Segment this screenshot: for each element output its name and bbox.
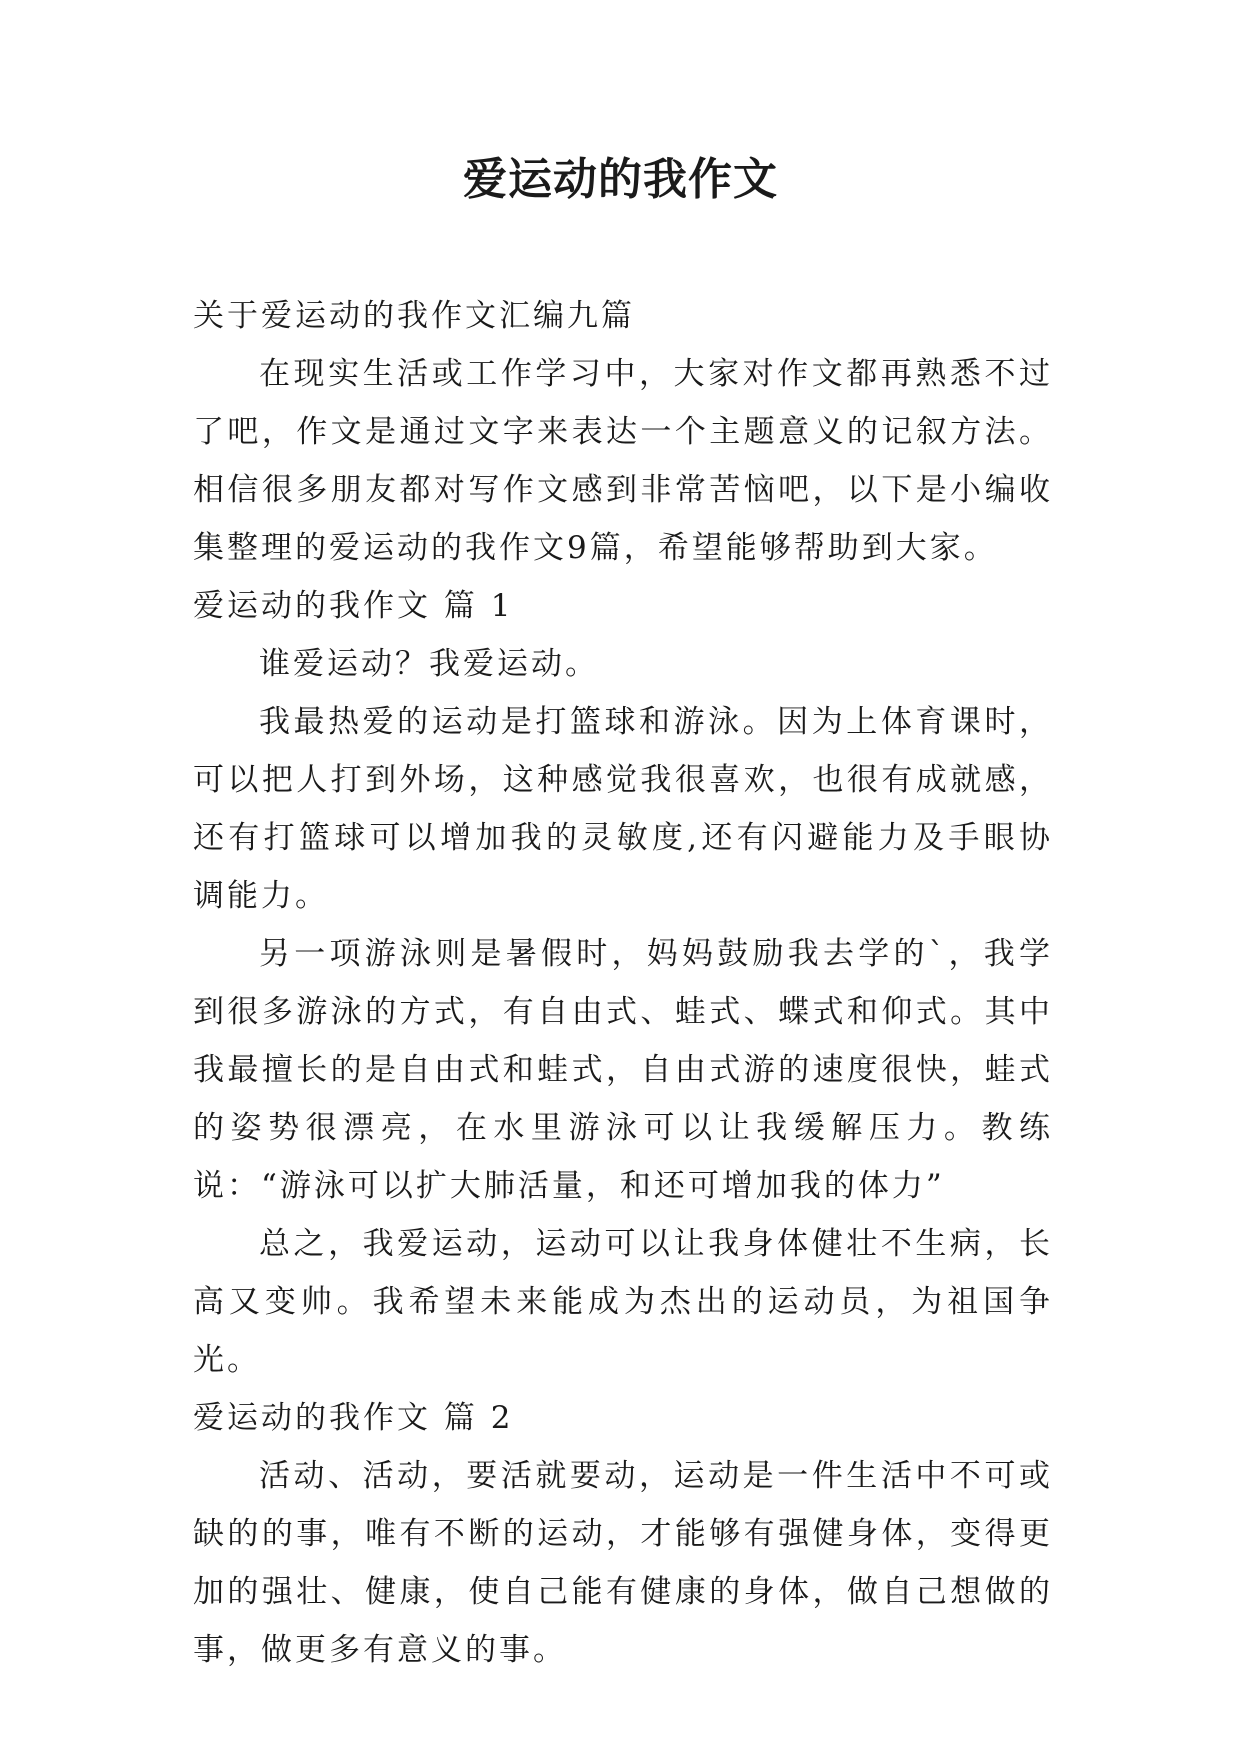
section-1-paragraph-3: 另一项游泳则是暑假时，妈妈鼓励我去学的`，我学到很多游泳的方式，有自由式、蛙式、蝶式和仰式。其中我最擅长的是自由式和蛙式，自由式游的速度很快，蛙式的姿势很漂亮，在水里游泳可以让我缓解压力。教练说：“游泳可以扩大肺活量，和还可增加我的体力” <box>193 936 1053 1204</box>
section-1-paragraph-1: 谁爱运动？我爱运动。 <box>259 646 599 682</box>
document-body <box>193 287 1053 1679</box>
document-title: 爱运动的我作文 <box>463 154 778 205</box>
section-heading-1: 爱运动的我作文 篇 1 <box>193 588 514 624</box>
section-1-paragraph-2: 我最热爱的运动是打篮球和游泳。因为上体育课时，可以把人打到外场，这种感觉我很喜欢，也很有成就感，还有打篮球可以增加我的灵敏度,还有闪避能力及手眼协调能力。 <box>193 704 1053 914</box>
document-subtitle: 关于爱运动的我作文汇编九篇 <box>193 298 635 334</box>
section-1-paragraph-4: 总之，我爱运动，运动可以让我身体健壮不生病，长高又变帅。我希望未来能成为杰出的运动员，为祖国争光。 <box>193 1226 1053 1378</box>
section-heading-2: 爱运动的我作文 篇 2 <box>193 1400 514 1436</box>
section-2-paragraph-1: 活动、活动，要活就要动，运动是一件生活中不可或缺的的事，唯有不断的运动，才能够有强健身体，变得更加的强壮、健康，使自己能有健康的身体，做自己想做的事，做更多有意义的事。 <box>193 1458 1053 1668</box>
intro-paragraph: 在现实生活或工作学习中，大家对作文都再熟悉不过了吧，作文是通过文字来表达一个主题意义的记叙方法。相信很多朋友都对写作文感到非常苦恼吧，以下是小编收集整理的爱运动的我作文9篇，希望能够帮助到大家。 <box>193 356 1053 566</box>
